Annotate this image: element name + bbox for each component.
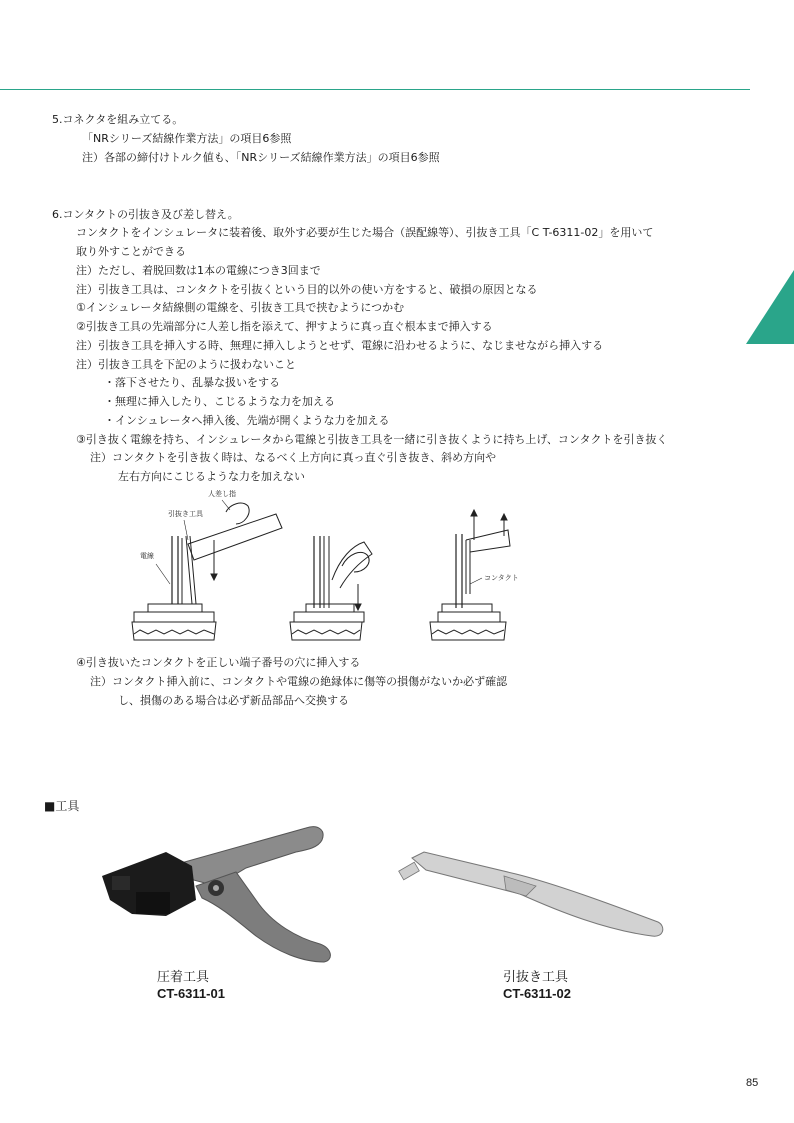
crimp-tool-name: 圧着工具 [157,970,210,985]
bullet-item: ・落下させたり、乱暴な扱いをする [104,376,280,389]
header-rule [0,89,750,90]
section6-note: 注）コンタクト挿入前に、コンタクトや電線の絶縁体に傷等の損傷がないか必ず確認 [90,675,508,688]
label-index-finger: 人差し指 [208,490,236,498]
crimp-tool-image [96,812,348,964]
extraction-tool-image [396,846,668,942]
section6-heading: 6.コンタクトの引抜き及び差し替え。 [52,208,239,221]
section6-step: ③引き抜く電線を持ち、インシュレータから電線と引抜き工具を一緒に引き抜くように持ち上げ、コンタクトを引き抜く [76,433,668,446]
label-wire: 電線 [140,552,154,560]
section5-line: 「NRシリーズ結線作業方法」の項目6参照 [82,132,292,145]
section6-step: ②引抜き工具の先端部分に人差し指を添えて、押すように真っ直ぐ根本まで挿入する [76,320,493,333]
section6-note: 注）コンタクトを引き抜く時は、なるべく上方向に真っ直ぐ引き抜き、斜め方向や [90,451,497,464]
section5-heading: 5.コネクタを組み立てる。 [52,113,184,126]
section6-note: 注）引抜き工具を下記のように扱わないこと [76,358,296,371]
page-number: 85 [746,1077,759,1089]
extraction-procedure-figure [126,484,526,646]
section6-note: 注）引抜き工具を挿入する時、無理に挿入しようとせず、電線に沿わせるように、なじませながら挿入する [76,339,604,352]
bullet-item: ・インシュレータへ挿入後、先端が開くような力を加える [104,414,390,427]
figure-panel-1 [132,503,282,640]
section6-step: ①インシュレータ結線側の電線を、引抜き工具で挟むようにつかむ [76,301,405,314]
section6-note: 左右方向にこじるような力を加えない [118,470,305,483]
label-extraction-tool: 引抜き工具 [168,510,203,518]
extraction-tool-code: CT-6311-02 [503,986,571,1001]
section5-note: 注）各部の締付けトルク値も、「NRシリーズ結線作業方法」の項目6参照 [82,151,440,164]
extraction-tool-name: 引抜き工具 [503,970,569,985]
bullet-item: ・無理に挿入したり、こじるような力を加える [104,395,335,408]
section6-step: ④引き抜いたコンタクトを正しい端子番号の穴に挿入する [76,656,361,669]
section6-note: 注）ただし、着脱回数は1本の電線につき3回まで [76,264,321,277]
section6-note: 注）引抜き工具は、コンタクトを引抜くという目的以外の使い方をすると、破損の原因となる [76,283,538,296]
figure-panel-2 [290,536,372,640]
section-tab-triangle [746,270,794,344]
section6-line: コンタクトをインシュレータに装着後、取外す必要が生じた場合（誤配線等）、引抜き工具「C T-6311-02」を用いて [76,226,654,239]
section6-note: し、損傷のある場合は必ず新品部品へ交換する [118,694,349,707]
section6-line: 取り外すことができる [76,245,186,258]
crimp-tool-code: CT-6311-01 [157,986,225,1001]
label-contact: コンタクト [484,574,519,582]
tools-heading: ■工具 [44,799,80,813]
